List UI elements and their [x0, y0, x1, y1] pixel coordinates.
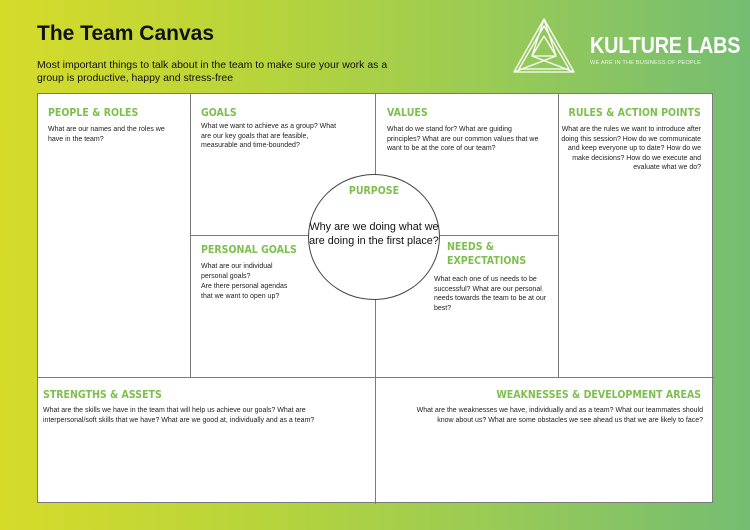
- personal-goals-text-2: Are there personal agendas that we want to open up?: [201, 283, 288, 300]
- rules-text: What are the rules we want to introduce after doing this session? How do we communicate and keep everyone up to date? How do we make decisions? How do we execute and evaluate what we do?: [561, 126, 701, 171]
- canvas-board: [37, 93, 713, 503]
- personal-goals-title: PERSONAL GOALS: [201, 243, 297, 256]
- values-text: What do we stand for? What are guiding principles? What are our common values that we want to be at the core of our team?: [387, 126, 539, 152]
- purpose-text: Why are we doing what we are doing in the first place?: [309, 221, 439, 247]
- purpose-title: PURPOSE: [348, 184, 400, 197]
- goals-text: What we want to achieve as a group? What are our key goals that are feasible, measurable and time-bounded?: [201, 123, 337, 149]
- page-title: The Team Canvas: [37, 22, 215, 45]
- triangle-knot-icon: [511, 16, 577, 78]
- strengths-title: STRENGTHS & ASSETS: [43, 388, 162, 401]
- needs-title-line1: NEEDS &: [447, 240, 495, 253]
- brand-tagline: WE ARE IN THE BUSINESS OF PEOPLE: [590, 60, 702, 66]
- goals-title: GOALS: [201, 106, 237, 119]
- people-roles-text: What are our names and the roles we have in the team?: [48, 126, 165, 143]
- page-subtitle: Most important things to talk about in the team to make sure your work as a group is productive, happy and stress-free: [37, 59, 388, 84]
- strengths-text: What are the skills we have in the team that will help us achieve our goals? What are interpersonal/soft skills that we have? What are we good at, individually and as a team?: [43, 407, 315, 424]
- needs-title-line2: EXPECTATIONS: [447, 254, 527, 267]
- rules-title: RULES & ACTION POINTS: [568, 106, 701, 119]
- purpose-circle: [308, 174, 440, 300]
- values-title: VALUES: [387, 106, 428, 119]
- weaknesses-text: What are the weaknesses we have, individually and as a team? What our teammates should know about us? What are some obstacles we see ahead us that we are likely to face?: [416, 407, 703, 424]
- people-roles-title: PEOPLE & ROLES: [48, 106, 139, 119]
- brand-name: KULTURE LABS: [590, 32, 741, 58]
- divider-vertical-right: [558, 94, 559, 377]
- personal-goals-text-1: What are our individual personal goals?: [201, 263, 273, 280]
- weaknesses-title: WEAKNESSES & DEVELOPMENT AREAS: [496, 388, 701, 401]
- divider-horizontal-main: [38, 377, 714, 378]
- needs-text: What each one of us needs to be successful? What are our personal needs towards the team to be at our best?: [434, 276, 547, 312]
